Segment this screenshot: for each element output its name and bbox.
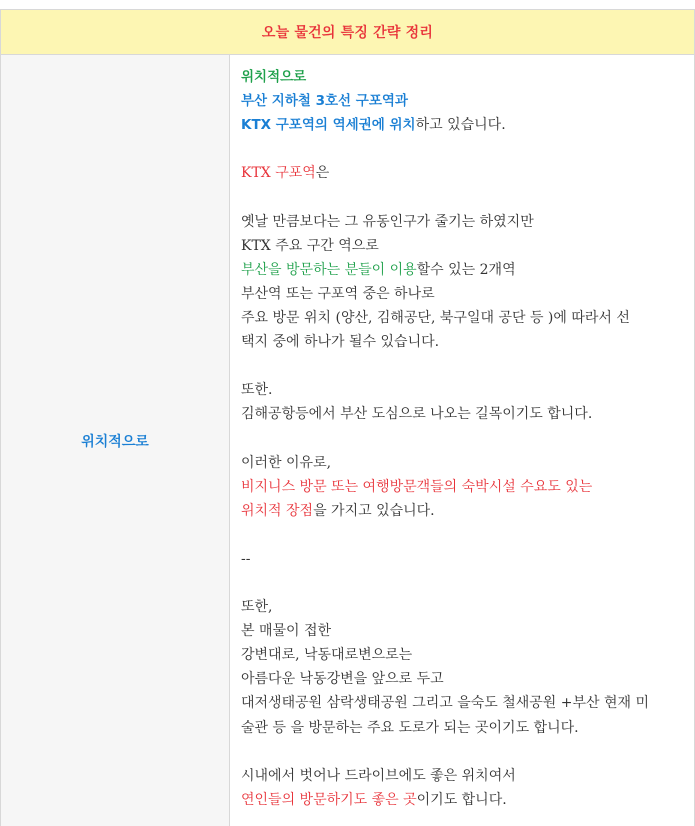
content-line: 대저생태공원 삼락생태공원 그리고 을숙도 철새공원 +부산 현재 미 <box>241 695 650 712</box>
content-line: 주요 방문 위치 (양산, 김해공단, 북구일대 공단 등 )에 따라서 선 <box>241 309 630 326</box>
plain-text: 은 <box>315 165 330 182</box>
table-row <box>1 55 694 826</box>
plain-text: 하고 있습니다. <box>415 117 506 134</box>
content-line: 또한, <box>241 599 273 616</box>
spacer <box>241 354 684 378</box>
content-line: 강변대로, 낙동대로변으로는 <box>241 647 413 664</box>
content-line: 택지 중에 하나가 될수 있습니다. <box>241 334 440 351</box>
content-line <box>241 499 684 523</box>
highlight-text: 위치적 장점 <box>241 502 314 519</box>
content-line: 부산 지하철 3호선 구포역과 <box>241 93 408 110</box>
content-line: 옛날 만큼보다는 그 유동인구가 줄기는 하였지만 <box>241 213 534 230</box>
spacer <box>241 185 684 209</box>
content-line <box>241 113 684 137</box>
highlight-text: 부산을 방문하는 분들이 이용 <box>241 261 417 278</box>
content-line: 본 매물이 접한 <box>241 623 332 640</box>
spacer <box>241 571 684 595</box>
plain-text: 할수 있는 2개역 <box>416 261 516 278</box>
content-line <box>241 258 684 282</box>
content-line <box>241 161 684 185</box>
content-line: 술관 등 을 방문하는 주요 도로가 되는 곳이기도 합니다. <box>241 719 579 736</box>
spacer <box>241 137 684 161</box>
spacer <box>241 740 684 764</box>
content-line: KTX 주요 구간 역으로 <box>241 237 379 254</box>
feature-summary-table <box>0 9 695 826</box>
content-line: 또한. <box>241 382 273 399</box>
content-line: 비지니스 방문 또는 여행방문객들의 숙박시설 수요도 있는 <box>241 478 593 495</box>
content-line: 부산역 또는 구포역 중은 하나로 <box>241 285 435 302</box>
spacer <box>241 523 684 547</box>
highlight-text: KTX 구포역 <box>241 165 316 182</box>
content-line: 김해공항등에서 부산 도심으로 나오는 길목이기도 합니다. <box>241 406 593 423</box>
content-line: 아름다운 낙동강변을 앞으로 두고 <box>241 671 444 688</box>
content-line <box>241 788 684 812</box>
content-line: 시내에서 벗어나 드라이브에도 좋은 위치여서 <box>241 767 516 784</box>
content-line: 이러한 이유로, <box>241 454 332 471</box>
header-title: 오늘 물건의 특징 간략 정리 <box>261 25 434 41</box>
row-label: 위치적으로 <box>81 433 149 450</box>
table-header <box>1 10 694 55</box>
highlight-text: KTX 구포역의 역세권에 위치 <box>241 117 416 134</box>
row-content-cell <box>230 55 694 826</box>
plain-text: 을 가지고 있습니다. <box>313 502 435 519</box>
highlight-text: 연인들의 방문하기도 좋은 곳 <box>241 791 417 808</box>
spacer <box>241 426 684 450</box>
content-line: 위치적으로 <box>241 69 307 85</box>
plain-text: 이기도 합니다. <box>416 791 507 808</box>
content-line: -- <box>241 550 251 567</box>
row-label-cell <box>1 55 230 826</box>
